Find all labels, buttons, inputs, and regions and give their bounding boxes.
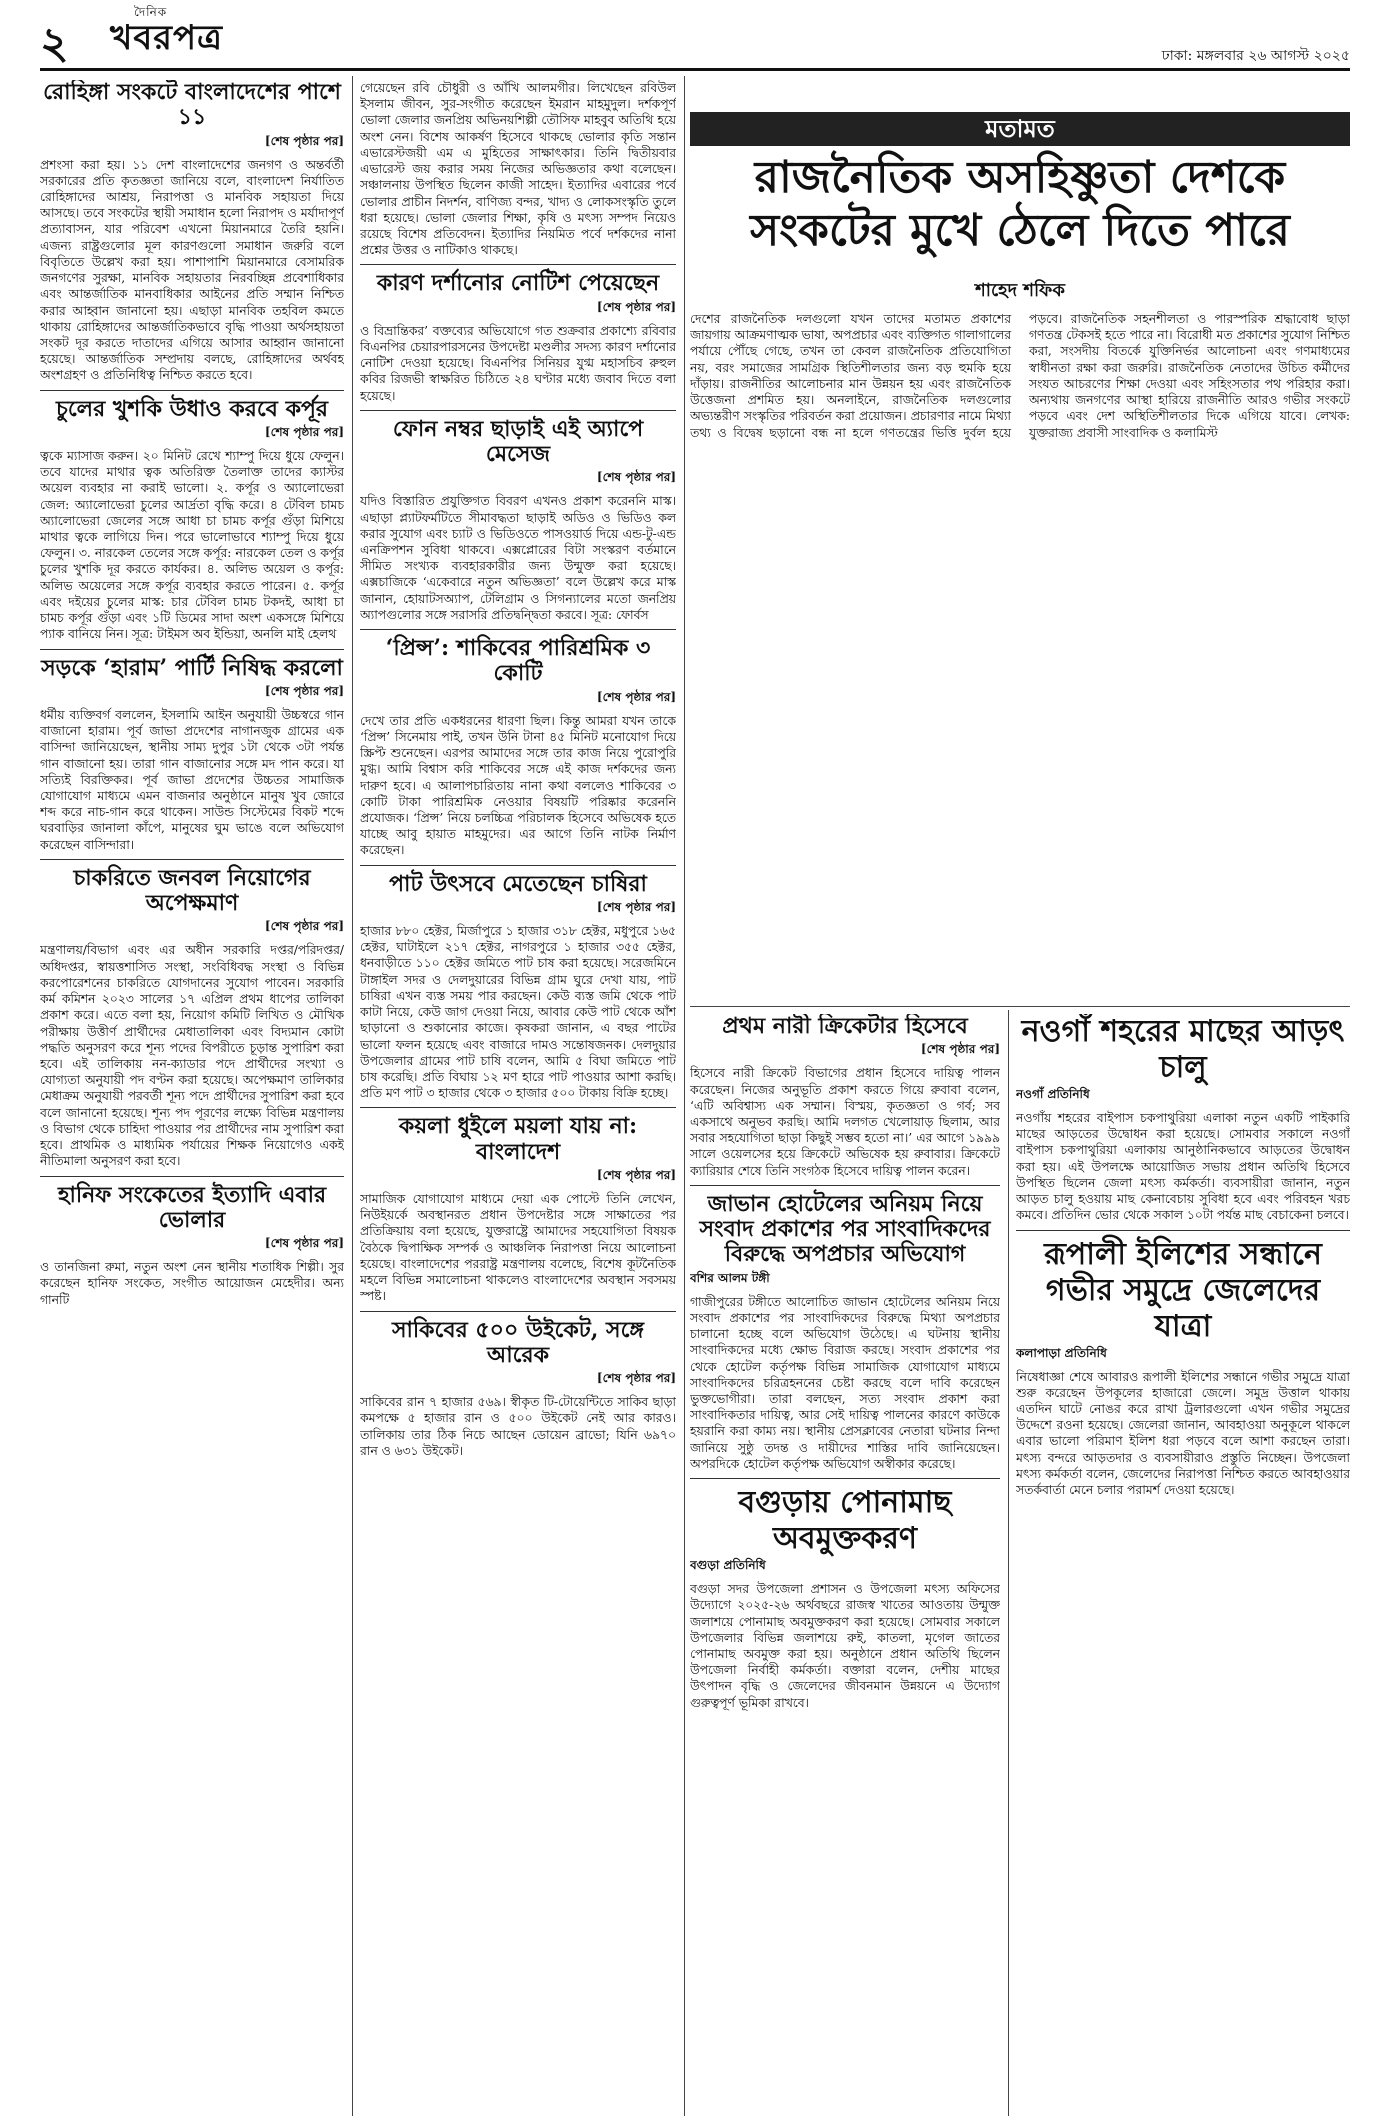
story-title: নওগাঁ শহরের মাছের আড়ৎ চালু [1021, 1014, 1345, 1085]
story-body: ত্বকে ম্যাসাজ করুন। ২০ মিনিট রেখে শ্যাম্পু দিয়ে ধুয়ে ফেলুন। তবে যাদের মাথার ত্বক অতিরিক্ত তৈলাক্ত তাদের ক্যাস্টর অয়েল ব্যবহার না করাই ভালো। ২. কর্পূর ও অ্যালোভেরা জেল: অ্যালোভেরা চুলের আর্দ্রতা বৃদ্ধি করে। ৪ টেবিল চামচ অ্যালোভেরা জেলের সঙ্গে আধা চা চামচ কর্পূর গুঁড়া মিশিয়ে মাথার ত্বকে লাগিয়ে দিন। পরে ভালোভাবে শ্যাম্পু দিয়ে ধুয়ে ফেলুন। ৩. নারকেল তেলের সঙ্গে কর্পূর: নারকেল তেল ও কর্পূর চুলের খুশকি দূর করতে কার্যকর। ৪. অলিভ অয়েল ও কর্পূর: অলিভ অয়েলের সঙ্গে কর্পূর ব্যবহার করতে পারেন। ৫. কর্পূর এবং দইয়ের চুলের মাস্ক: চার টেবিল চামচ টকদই, আধা চা চামচ কর্পূর গুঁড়া এবং ১টি ডিমের সাদা অংশ একসঙ্গে মিশিয়ে প্যাক বানিয়ে নিন। সূত্র: টাইমস অব ইন্ডিয়া, অনলি মাই হেলথ [40, 448, 344, 642]
story-body: নওগাঁয় শহরের বাইপাস চকপাথুরিয়া এলাকা নতুন একটি পাইকারি মাছের আড়তের উদ্বোধন করা হয়েছে। সোমবার সকালে নওগাঁ বাইপাস চকপাথুরিয়া এলাকায় আনুষ্ঠানিকভাবে আড়তের উদ্বোধন করা হয়। এই উপলক্ষে আয়োজিত সভায় প্রধান অতিথি হিসেবে উপস্থিত ছিলেন জেলা মৎস্য কর্মকর্তা। ব্যবসায়ীরা জানান, নতুন আড়ত চালু হওয়ায় মাছ কেনাবেচায় সুবিধা হবে এবং পরিবহন খরচ কমবে। প্রতিদিন ভোর থেকে সকাল ১০টা পর্যন্ত মাছ বেচাকেনা চলবে। [1016, 1111, 1350, 1223]
story-title: সড়কে ‘হারাম’ পার্টি নিষিদ্ধ করলো [41, 654, 343, 681]
column-rule [684, 76, 685, 2116]
story-title: ‘প্রিন্স’: শাকিবের পারিশ্রমিক ৩ কোটি [385, 635, 651, 687]
story-kicker: [শেষ পৃষ্ঠার পর] [596, 1371, 676, 1386]
story-kicker: [শেষ পৃষ্ঠার পর] [596, 900, 676, 914]
story-title: কয়লা ধুইলে ময়লা যায় না: বাংলাদেশ [398, 1113, 638, 1165]
story-title: রোহিঙ্গা সংকটে বাংলাদেশের পাশে ১১ [43, 80, 341, 131]
story-body: বগুড়া সদর উপজেলা প্রশাসন ও উপজেলা মৎস্য অফিসের উদ্যোগে ২০২৫-২৬ অর্থবছরে রাজস্ব খাতের আওতায় উন্মুক্ত জলাশয়ে পোনামাছ অবমুক্তকরণ করা হয়েছে। সোমবার সকালে উপজেলার বিভিন্ন জলাশয়ে রুই, কাতলা, মৃগেল জাতের পোনামাছ অবমুক্ত করা হয়। অনুষ্ঠানে প্রধান অতিথি ছিলেন উপজেলা নির্বাহী কর্মকর্তা। বক্তারা বলেন, দেশীয় মাছের উৎপাদন বৃদ্ধি ও জেলেদের জীবনমান উন্নয়নে এ উদ্যোগ গুরুত্বপূর্ণ ভূমিকা রাখবে। [690, 1582, 1000, 1710]
story-byline: নওগাঁ প্রতিনিধি [1016, 1087, 1090, 1101]
story-title: বগুড়ায় পোনামাছ অবমুক্তকরণ [738, 1485, 952, 1557]
story-body: সাকিবের রান ৭ হাজার ৫৬৯। স্বীকৃত টি-টোয়েন্টিতে সাকিব ছাড়া কমপক্ষে ৫ হাজার রান ও ৫০০ উইকেট নেই আর কারও। তালিকায় তার ঠিক নিচে আছেন ডোয়েন ব্রাভো; যিনি ৬৯৭০ রান ও ৬৩১ উইকেট। [360, 1395, 676, 1458]
story-body: গেয়েছেন রবি চৌধুরী ও আঁখি আলমগীর। লিখেছেন রবিউল ইসলাম জীবন, সুর-সংগীত করেছেন ইমরান মাহমুদুল। দর্শকপূর্ণ ভোলা জেলার জনপ্রিয় অভিনয়শিল্পী তৌসিফ মাহবুব অতিথি হয়ে অংশ নেন। বিশেষ আকর্ষণ হিসেবে থাকছে ভোলার কৃতি সন্তান এভারেস্টজয়ী এম এ মুহিতের সাক্ষাৎকার। তিনি দ্বিতীয়বার এভারেস্ট জয় করার সময় নিজের অভিজ্ঞতার কথা বলেছেন। সঞ্চালনায় উপস্থিত ছিলেন কাজী সাহেদ। ইত্যাদির এবারের পর্বে ভোলার প্রাচীন নিদর্শন, বাণিজ্য বন্দর, খাদ্য ও লোকসংস্কৃতি তুলে ধরা হয়েছে। ভোলা জেলার শিক্ষা, কৃষি ও মৎস্য সম্পদ নিয়েও রয়েছে বিশেষ প্রতিবেদন। ইত্যাদির নিয়মিত পর্বে দর্শকদের নানা প্রশ্নের উত্তর ও নাটিকাও থাকছে। [360, 81, 676, 258]
story-divider [40, 649, 344, 650]
story-body: মন্ত্রণালয়/বিভাগ এবং এর অধীন সরকারি দপ্তর/পরিদপ্তর/অধিদপ্তর, স্বায়ত্তশাসিত সংস্থা, সংবিধিবদ্ধ সংস্থা ও বিভিন্ন করপোরেশনের চাকরিতে যোগদানের সুযোগ পাবেন। সরকারি কর্ম কমিশন ২০২৩ সালের ১৭ এপ্রিল প্রথম ধাপের তালিকা প্রকাশ করে। এতে বলা হয়, নিয়োগ কমিটি লিখিত ও মৌখিক পরীক্ষায় উত্তীর্ণ প্রার্থীদের মেধাতালিকা এবং বিদ্যমান কোটা পদ্ধতি অনুসরণ করে শূন্য পদের বিপরীতে চূড়ান্ত সুপারিশ করা হবে। এই তালিকায় নন-ক্যাডার পদে প্রার্থীদের সংখ্যা ও যোগ্যতা অনুযায়ী পদ বণ্টন করা হয়েছে। অপেক্ষমাণ তালিকার মেধাক্রম অনুযায়ী পরবর্তী শূন্য পদে প্রার্থীদের সুপারিশ করা হবে বলে জানানো হয়েছে। শূন্য পদ পূরণের লক্ষ্যে বিভিন্ন মন্ত্রণালয় ও বিভাগ থেকে চাহিদা পাওয়ার পর প্রার্থীদের নাম সুপারিশ করা হবে। প্রাথমিক ও মাধ্যমিক পর্যায়ের শিক্ষক নিয়োগেও একই নীতিমালা অনুসরণ করা হবে। [40, 943, 344, 1169]
logo-daily: দৈনিক [134, 5, 168, 19]
story-body: যদিও বিস্তারিত প্রযুক্তিগত বিবরণ এখনও প্রকাশ করেননি মাস্ক। এছাড়া প্ল্যাটফর্মটিতে সীমাবদ্ধতা ছাড়াই অডিও ও ভিডিও কল করার সুযোগ এবং চ্যাট ও ভিডিওতে পাসওয়ার্ড দিয়ে এন্ড-টু-এন্ড এনক্রিপশন সুবিধা থাকবে। এক্সপ্লোরের বিটা সংস্করণ বর্তমানে সীমিত সংখ্যক ব্যবহারকারীর জন্য উন্মুক্ত করা হয়েছে। এক্সচাজিকে ‘একেবারে নতুন অভিজ্ঞতা’ বলে উল্লেখ করে মাস্ক জানান, হোয়াটসঅ্যাপ, টেলিগ্রাম ও সিগন্যালের মতো জনপ্রিয় অ্যাপগুলোর সঙ্গে সরাসরি প্রতিদ্বন্দ্বিতা করবে। সূত্র: ফোর্বস [360, 494, 676, 622]
opinion-author: শাহেদ শফিক [975, 280, 1065, 301]
story-divider [40, 1176, 344, 1177]
masthead [40, 5, 1350, 71]
column-rule [1008, 1010, 1009, 2116]
story-body: নিষেধাজ্ঞা শেষে আবারও রূপালী ইলিশের সন্ধানে গভীর সমুদ্রে যাত্রা শুরু করেছেন উপকূলের হাজারো জেলে। সমুদ্র উত্তাল থাকায় এতদিন ঘাটে নোঙর করে রাখা ট্রলারগুলো এখন গভীর সমুদ্রের উদ্দেশে রওনা হয়েছে। জেলেরা জানান, আবহাওয়া অনুকূলে থাকলে এবার ভালো পরিমাণ ইলিশ ধরা পড়বে বলে আশা করছেন তারা। মৎস্য বন্দরে আড়তদার ও ব্যবসায়ীরাও প্রস্তুতি নিচ্ছেন। উপজেলা মৎস্য কর্মকর্তা বলেন, জেলেদের নিরাপত্তা নিশ্চিত করতে আবহাওয়ার সতর্কবার্তা মেনে চলার পরামর্শ দেওয়া হয়েছে। [1016, 1369, 1350, 1498]
opinion-body: দেশের রাজনৈতিক দলগুলো যখন তাদের মতামত প্রকাশের জায়গায় আক্রমণাত্মক ভাষা, অপপ্রচার এবং ব্যক্তিগত গালাগালের পর্যায়ে পৌঁছে গেছে, তখন তা কেবল রাজনৈতিক প্রতিযোগিতা নয়, বরং সমাজের সামগ্রিক স্থিতিশীলতার জন্য বড় হুমকি হয়ে দাঁড়ায়। রাজনীতির আলোচনার মান উন্নয়ন হয় এবং রাজনৈতিক উত্তেজনা প্রশমিত হয়। অনলাইনে, রাজনৈতিক দলগুলোর অভ্যন্তরীণ সংস্কৃতির পরিবর্তন করা প্রয়োজন। প্রচারণার নামে মিথ্যা তথ্য ও বিদ্বেষ ছড়ানো বন্ধ না হলে গণতন্ত্রের ভিত্তি দুর্বল হয়ে পড়বে। রাজনৈতিক সহনশীলতা ও পারস্পরিক শ্রদ্ধাবোধ ছাড়া গণতন্ত্র টেকসই হতে পারে না। বিরোধী মত প্রকাশের সুযোগ নিশ্চিত করা, সংসদীয় বিতর্কে যুক্তিনির্ভর আলোচনা এবং গণমাধ্যমের স্বাধীনতা রক্ষা করা জরুরি। রাজনৈতিক নেতাদের উচিত কর্মীদের সংযত আচরণের শিক্ষা দেওয়া এবং সহিংসতার পথ পরিহার করা। অন্যথায় জনগণের আস্থা হারিয়ে রাজনীতি আরও গভীর সংকটে পড়বে এবং দেশ অস্থিতিশীলতার দিকে এগিয়ে যাবে। লেখক: যুক্তরাজ্য প্রবাসী সাংবাদিক ও কলামিস্ট [690, 312, 1350, 440]
story-title: প্রথম নারী ক্রিকেটার হিসেবে [722, 1014, 968, 1039]
story-title: জাভান হোটেলের অনিয়ম নিয়ে সংবাদ প্রকাশের পর সাংবাদিকদের বিরুদ্ধে অপপ্রচার অভিযোগ [699, 1190, 991, 1268]
story-body: সামাজিক যোগাযোগ মাধ্যমে দেয়া এক পোস্টে তিনি লেখেন, নিউইয়র্কে অবস্থানরত প্রধান উপদেষ্টার সঙ্গে সাক্ষাতের পর প্রতিক্রিয়ায় বলা হয়েছে, যুক্তরাষ্ট্রে আমাদের সহযোগিতা বিষয়ক বৈঠকে দ্বিপাক্ষিক সম্পর্ক ও আঞ্চলিক নিরাপত্তা নিয়ে আলোচনা হয়েছে। বাংলাদেশের পররাষ্ট্র মন্ত্রণালয় বলেছে, বিশেষ কূটনৈতিক মহলে বিভিন্ন সমালোচনা থাকলেও বাংলাদেশের অবস্থান সবসময় স্পষ্ট। [360, 1192, 676, 1304]
story-kicker: [শেষ পৃষ্ঠার পর] [264, 424, 344, 439]
dateline: ঢাকা: মঙ্গলবার ২৬ আগস্ট ২০২৫ [1161, 48, 1350, 64]
story-body: হিসেবে নারী ক্রিকেট বিভাগের প্রধান হিসেবে দায়িত্ব পালন করেছেন। নিজের অনুভূতি প্রকাশ করতে গিয়ে রুবাবা বলেন, ‘এটি অবিশ্বাস্য এক সম্মান। বিস্ময়, কৃতজ্ঞতা ও গর্ব; সব একসাথে অনুভব করছি। আমি দলগত খেলোয়াড় ছিলাম, আর সবার সহযোগিতা ছাড়া কিছুই সম্ভব হতো না।’ এর আগে ১৯৯৯ সালে ওয়েলসের হয়ে ক্রিকেটে অভিষেক হয় রুবাবার। ক্রিকেটে ক্যারিয়ার শেষে তিনি সংগঠক হিসেবে দায়িত্ব পালন করেন। [690, 1066, 1000, 1178]
story-kicker: [শেষ পৃষ্ঠার পর] [596, 470, 676, 485]
story-divider [1016, 1230, 1350, 1231]
story-divider [40, 390, 344, 391]
story-body: দেখে তার প্রতি একধরনের ধারণা ছিল। কিন্তু আমরা যখন তাকে ‘প্রিন্স’ সিনেমায় পাই, তখন উনি টানা ৪৫ মিনিট মনোযোগ দিয়ে স্ক্রিপ্ট শুনেছেন। এরপর আমাদের সঙ্গে তার কাজ নিয়ে পুরোপুরি মুগ্ধ। আমি বিশ্বাস করি শাকিবের সঙ্গে এই কাজ দর্শকদের জন্য দারুণ হবে। এ আলাপচারিতায় নানা কথা বললেও শাকিবের ৩ কোটি টাকা পারিশ্রমিক নেওয়ার বিষয়টি পরিষ্কার করেননি প্রযোজক। ‘প্রিন্স’ নিয়ে চলচ্চিত্র পরিচালক হিসেবে অভিষেক হতে যাচ্ছে আবু হায়াত মাহমুদের। এর আগে তিনি নাটক নির্মাণ করেছেন। [360, 713, 676, 858]
story-kicker: [শেষ পৃষ্ঠার পর] [596, 299, 676, 314]
story-title: হানিফ সংকেতের ইত্যাদি এবার ভোলার [57, 1181, 327, 1233]
newspaper-logo [110, 5, 224, 69]
opinion-title: রাজনৈতিক অসহিষ্ণুতা দেশকে সংকটের মুখে ঠেলে দিতে পারে [750, 152, 1290, 256]
story-divider [360, 865, 676, 866]
story-body: ও বিভ্রান্তিকর’ বক্তব্যের অভিযোগে গত শুক্রবার প্রকাশ্যে রবিবার বিএনপির চেয়ারপারসনের উপদেষ্টা মণ্ডলীর সদস্য কারণ দর্শানোর নোটিশ দেওয়া হয়েছে। বিএনপির সিনিয়র যুগ্ম মহাসচিব রুহুল কবির রিজভী স্বাক্ষরিত চিঠিতে ২৪ ঘণ্টার মধ্যে জবাব দিতে বলা হয়েছে। [360, 323, 676, 403]
left-column [40, 80, 344, 2120]
story-byline: বগুড়া প্রতিনিধি [690, 1558, 766, 1573]
story-kicker: [শেষ পৃষ্ঠার পর] [596, 689, 676, 704]
story-kicker: [শেষ পৃষ্ঠার পর] [920, 1042, 1000, 1057]
story-title: ফোন নম্বর ছাড়াই এই অ্যাপে মেসেজ [392, 415, 644, 468]
middle-column [360, 80, 676, 2120]
logo-text: খবরপত্র [110, 18, 224, 58]
section-divider [690, 1006, 1350, 1007]
right-column-b [1016, 1014, 1350, 2114]
story-title: চুলের খুশকি উধাও করবে কর্পূর [55, 395, 329, 422]
story-byline: কলাপাড়া প্রতিনিধি [1016, 1345, 1107, 1360]
story-title: রূপালী ইলিশের সন্ধানে গভীর সমুদ্রে জেলেদের যাত্রা [1044, 1236, 1322, 1344]
story-byline: বশির আলম টঙ্গী [690, 1270, 770, 1285]
story-body: গাজীপুরের টঙ্গীতে আলোচিত জাভান হোটেলের অনিয়ম নিয়ে সংবাদ প্রকাশের পর সাংবাদিকদের বিরুদ্ধে মিথ্যা অপপ্রচার চালানো হচ্ছে বলে অভিযোগ উঠেছে। এ ঘটনায় স্থানীয় সাংবাদিকদের মধ্যে ক্ষোভ বিরাজ করছে। সংবাদ প্রকাশের পর থেকে হোটেল কর্তৃপক্ষ বিভিন্ন সামাজিক যোগাযোগ মাধ্যমে সাংবাদিকদের চরিত্রহননের চেষ্টা করছে বলে দাবি করেছেন ভুক্তভোগীরা। তারা বলছেন, সত্য সংবাদ প্রকাশ করা সাংবাদিকতার দায়িত্ব, আর সেই দায়িত্ব পালনের কারণে কাউকে হয়রানি করা কাম্য নয়। স্থানীয় প্রেসক্লাবের নেতারা ঘটনার নিন্দা জানিয়ে সুষ্ঠু তদন্ত ও দায়ীদের শাস্তির দাবি জানিয়েছেন। অপরদিকে হোটেল কর্তৃপক্ষ অভিযোগ অস্বীকার করেছে। [690, 1294, 1000, 1471]
story-divider [690, 1185, 1000, 1186]
story-divider [360, 629, 676, 630]
right-column-a [690, 1014, 1000, 2114]
story-kicker: [শেষ পৃষ্ঠার পর] [264, 133, 344, 148]
story-divider [40, 859, 344, 860]
story-kicker: [শেষ পৃষ্ঠার পর] [264, 1236, 344, 1251]
story-kicker: [শেষ পৃষ্ঠার পর] [264, 683, 344, 698]
story-body: হাজার ৮৮০ হেক্টর, মির্জাপুরে ১ হাজার ৩১৮ হেক্টর, মধুপুরে ১৬৫ হেক্টর, ঘাটাইলে ২১৭ হেক্টর, নাগরপুরে ১ হাজার ৩৫৫ হেক্টর, ধনবাড়ীতে ১১০ হেক্টর জমিতে পাট চাষ করা হয়েছে। সরেজমিনে টাঙ্গাইল সদর ও দেলদুয়ারের বিভিন্ন গ্রাম ঘুরে দেখা যায়, পাট চাষিরা এখন ব্যস্ত সময় পার করছেন। কেউ ব্যস্ত জমি থেকে পাট কাটা নিয়ে, কেউ জাগ দেওয়া নিয়ে, আবার কেউ পাট থেকে আঁশ ছাড়ানো ও শুকানোর কাজে। কৃষকরা জানান, এ বছর পাটের ভালো ফলন হয়েছে এবং বাজারে দামও সন্তোষজনক। দেলদুয়ার উপজেলার গ্রামের পাট চাষি বলেন, আমি ৫ বিঘা জমিতে পাট চাষ করেছি। প্রতি বিঘায় ১২ মণ হারে পাট পাওয়ার আশা করছি। প্রতি মণ পাট ৩ হাজার থেকে ৩ হাজার ৫০০ টাকায় বিক্রি হচ্ছে। [360, 924, 676, 1101]
story-title: পাট উৎসবে মেতেছেন চাষিরা [389, 870, 647, 897]
story-title: চাকরিতে জনবল নিয়োগের অপেক্ষমাণ [73, 864, 311, 917]
story-title: সাকিবের ৫০০ উইকেট, সঙ্গে আরেক [391, 1316, 645, 1368]
story-divider [360, 410, 676, 411]
story-kicker: [শেষ পৃষ্ঠার পর] [264, 919, 344, 934]
page-number: ২ [40, 18, 69, 69]
opinion-column [690, 272, 1350, 1002]
story-body: ও তানজিনা রুমা, নতুন অংশ নেন স্থানীয় শতাধিক শিল্পী। সুর করেছেন হানিফ সংকেত, সংগীত আয়োজন মেহেদীর। অন্য গানটি [40, 1260, 344, 1307]
story-body: ধর্মীয় ব্যক্তিবর্গ বললেন, ইসলামি আইন অনুযায়ী উচ্চস্বরে গান বাজানো হারাম। পূর্ব জাভা প্রদেশের নাগানজুক গ্রামের এক বাসিন্দা জানিয়েছেন, স্থানীয় সাম্য দুপুর ১টা থেকে ৩টা পর্যন্ত গান বাজানো হয়। তারা গান বাজানোর সঙ্গে মদ পান করে। যা সত্যিই বিরক্তিকর। পূর্ব জাভা প্রদেশের উচ্চতর সামাজিক যোগাযোগ মাধ্যমে এমন বাজনার অনুষ্ঠানে মানুষ খুব জোরে শব্দ করে নাচ-গান করে থাকেন। সাউন্ড সিস্টেমের বিকট শব্দে ঘরবাড়ির জানালা কাঁপে, মানুষের ঘুম ভাঙে বলে অভিযোগ করেছেন বাসিন্দারা। [40, 707, 344, 852]
story-divider [690, 1478, 1000, 1479]
story-title: কারণ দর্শানোর নোটিশ পেয়েছেন [376, 270, 660, 297]
story-kicker: [শেষ পৃষ্ঠার পর] [596, 1168, 676, 1182]
story-body: প্রশংসা করা হয়। ১১ দেশ বাংলাদেশের জনগণ ও অন্তর্বর্তী সরকারের প্রতি কৃতজ্ঞতা জানিয়ে বলে, বাংলাদেশ নির্যাতিত রোহিঙ্গাদের আশ্রয়, নিরাপত্তা ও মানবিক সহায়তা দিয়ে আসছে। তবে সংকটের স্থায়ী সমাধান হলো নিরাপদ ও মর্যাদাপূর্ণ প্রত্যাবাসন, যার পরিবেশ এখনো মিয়ানমারে তৈরি হয়নি। এজন্য রাষ্ট্রগুলোর মূল কারণগুলো সমাধান জরুরি বলে বিবৃতিতে উল্লেখ করা হয়। পাশাপাশি মিয়ানমারে বেসামরিক জনগণের সুরক্ষা, মানবিক সহায়তার নিরবচ্ছিন্ন প্রবেশাধিকার এবং আন্তর্জাতিক মানবাধিকার আইনের প্রতি সম্মান নিশ্চিত করার আহ্বান জানানো হয়। এছাড়া মানবিক তহবিল কমতে থাকায় রোহিঙ্গাদের আন্তর্জাতিকভাবে বৃদ্ধি পাওয়া অর্থসহায়তা সংকট দূর করতে দাতাদের এগিয়ে আসার আহ্বান জানানো হয়েছে। আন্তর্জাতিক সম্প্রদায় বলছে, রোহিঙ্গাদের অর্থবহ অংশগ্রহণ ও প্রতিনিধিত্ব নিশ্চিত করতে হবে। [40, 157, 344, 383]
column-rule [352, 76, 353, 2116]
opinion-section-band: মতামত [690, 112, 1350, 146]
story-divider [360, 1311, 676, 1312]
story-divider [360, 264, 676, 265]
story-divider [360, 1107, 676, 1108]
